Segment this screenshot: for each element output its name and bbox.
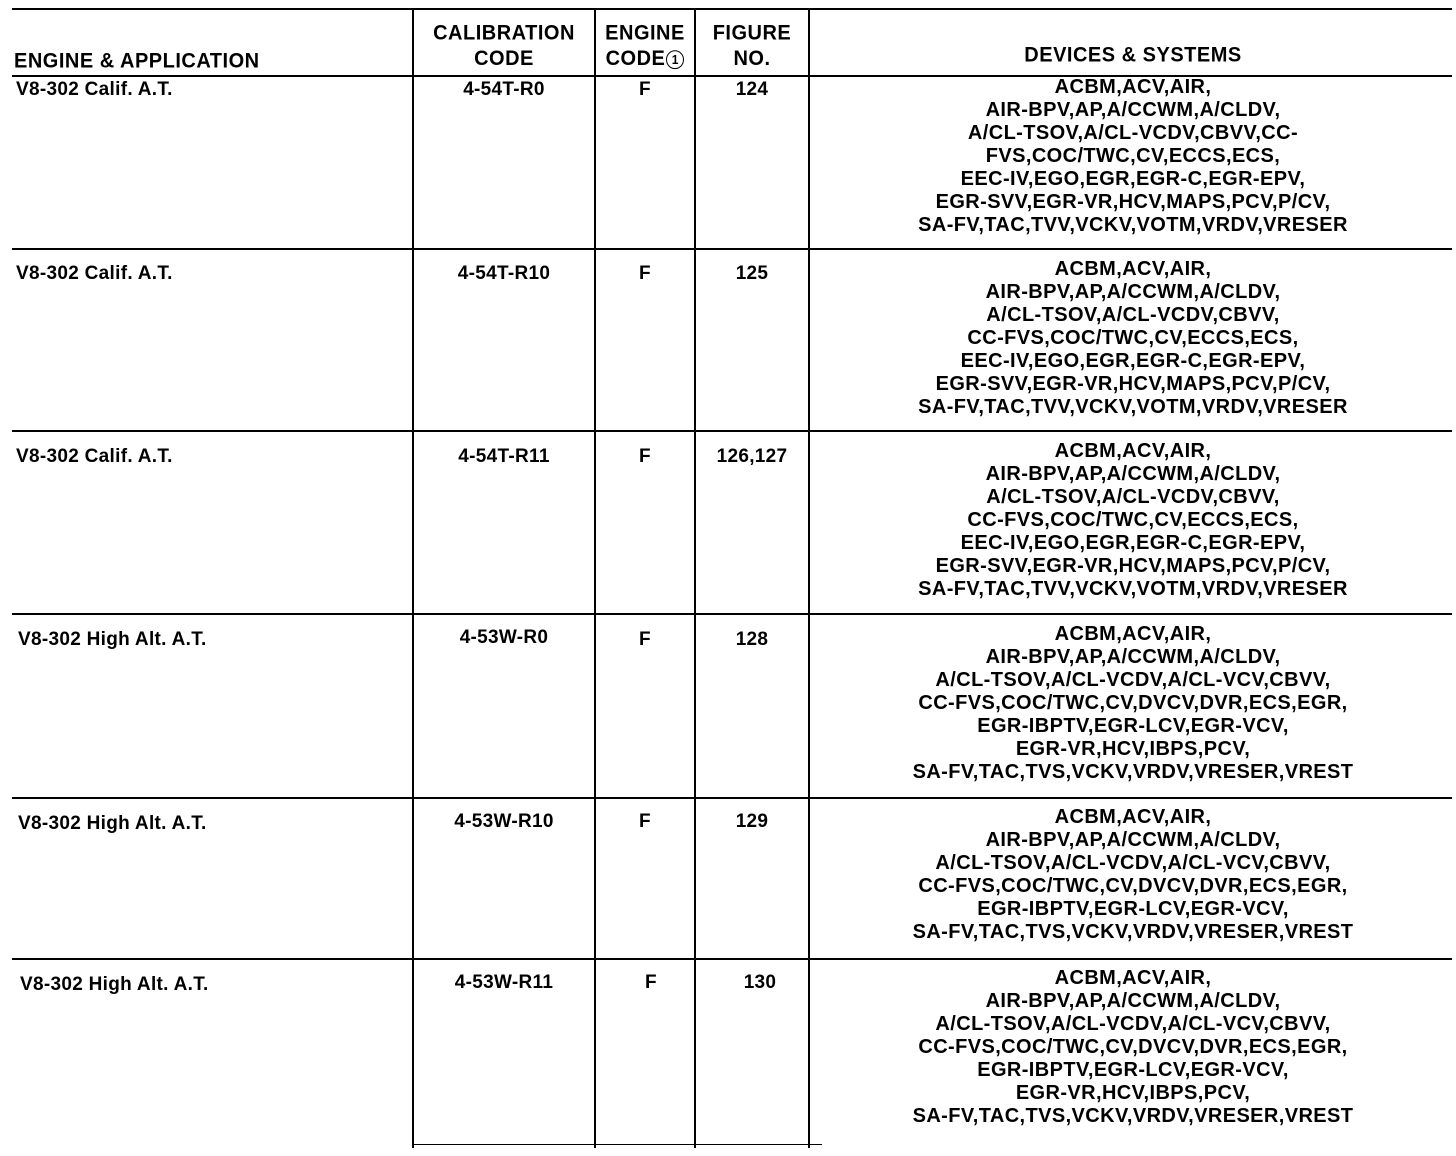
device-line: SA-FV,TAC,TVV,VCKV,VOTM,VRDV,VRESER: [918, 214, 1348, 236]
device-line: AIR-BPV,AP,A/CCWM,A/CLDV,: [985, 646, 1281, 668]
device-line: SA-FV,TAC,TVS,VCKV,VRDV,VRESER,VREST: [912, 921, 1354, 943]
row-separator: [12, 248, 1452, 250]
device-line: ACBM,ACV,AIR,: [1054, 806, 1212, 828]
device-line: A/CL-TSOV,A/CL-VCDV,A/CL-VCV,CBVV,: [935, 669, 1331, 691]
device-line: ACBM,ACV,AIR,: [1054, 623, 1212, 645]
row-4-engine-application: V8-302 High Alt. A.T.: [18, 629, 207, 650]
device-line: AIR-BPV,AP,A/CCWM,A/CLDV,: [985, 463, 1281, 485]
row-separator: [12, 613, 1452, 615]
footnote-circle-icon: 1: [666, 50, 684, 69]
row-4-calibration-code: 4-53W-R0: [459, 627, 549, 648]
row-separator: [12, 430, 1452, 432]
row-2-engine-application: V8-302 Calif. A.T.: [16, 263, 173, 284]
header-figure-line1: FIGURE: [712, 21, 792, 45]
row-4-engine-code: F: [639, 629, 651, 650]
row-1-engine-application: V8-302 Calif. A.T.: [16, 79, 173, 100]
device-line: EGR-VR,HCV,IBPS,PCV,: [1015, 738, 1251, 760]
device-line: SA-FV,TAC,TVS,VCKV,VRDV,VRESER,VREST: [912, 761, 1354, 783]
device-line: ACBM,ACV,AIR,: [1054, 440, 1212, 462]
header-engine-code: [596, 21, 694, 71]
device-line: ACBM,ACV,AIR,: [1054, 258, 1212, 280]
header-figure-line2: NO.: [733, 47, 771, 71]
row-6-engine-application: V8-302 High Alt. A.T.: [20, 974, 209, 995]
device-line: EGR-SVV,EGR-VR,HCV,MAPS,PCV,P/CV,: [935, 191, 1331, 213]
row-6-figure-no: 130: [743, 972, 777, 993]
device-line: SA-FV,TAC,TVV,VCKV,VOTM,VRDV,VRESER: [918, 578, 1348, 600]
device-line: CC-FVS,COC/TWC,CV,ECCS,ECS,: [967, 327, 1299, 349]
device-line: A/CL-TSOV,A/CL-VCDV,CBVV,CC-: [967, 122, 1299, 144]
row-5-engine-code: F: [639, 811, 651, 832]
device-line: CC-FVS,COC/TWC,CV,ECCS,ECS,: [967, 509, 1299, 531]
header-devices-systems: [810, 42, 1456, 67]
device-line: CC-FVS,COC/TWC,CV,DVCV,DVR,ECS,EGR,: [918, 692, 1348, 714]
row-3-engine-code: F: [639, 446, 651, 467]
row-2-devices: [810, 258, 1456, 419]
row-6-engine-code: F: [645, 972, 657, 993]
row-5-engine-application: V8-302 High Alt. A.T.: [18, 813, 207, 834]
device-line: ACBM,ACV,AIR,: [1054, 76, 1212, 98]
row-3-engine-application: V8-302 Calif. A.T.: [16, 446, 173, 467]
row-5-devices: [810, 806, 1456, 944]
row-2-engine-code: F: [639, 263, 651, 284]
device-line: A/CL-TSOV,A/CL-VCDV,CBVV,: [986, 304, 1280, 326]
header-engine-code-label: CODE: [605, 47, 666, 71]
device-line: EEC-IV,EGO,EGR,EGR-C,EGR-EPV,: [960, 168, 1306, 190]
header-calibration-line1: CALIBRATION: [433, 21, 575, 45]
row-separator: [12, 958, 1452, 960]
row-5-figure-no: 129: [735, 811, 769, 832]
row-3-devices: [810, 440, 1456, 601]
device-line: EGR-IBPTV,EGR-LCV,EGR-VCV,: [977, 898, 1289, 920]
row-4-devices: [810, 623, 1456, 784]
device-line: AIR-BPV,AP,A/CCWM,A/CLDV,: [985, 281, 1281, 303]
device-line: EGR-VR,HCV,IBPS,PCV,: [1015, 1082, 1251, 1104]
device-line: A/CL-TSOV,A/CL-VCDV,CBVV,: [986, 486, 1280, 508]
row-1-calibration-code: 4-54T-R0: [463, 79, 545, 100]
row-1-devices: [810, 76, 1456, 237]
device-line: FVS,COC/TWC,CV,ECCS,ECS,: [985, 145, 1281, 167]
device-line: AIR-BPV,AP,A/CCWM,A/CLDV,: [985, 99, 1281, 121]
device-line: SA-FV,TAC,TVS,VCKV,VRDV,VRESER,VREST: [912, 1105, 1354, 1127]
row-5-calibration-code: 4-53W-R10: [454, 811, 554, 832]
row-1-figure-no: 124: [735, 79, 769, 100]
device-line: EGR-IBPTV,EGR-LCV,EGR-VCV,: [977, 1059, 1289, 1081]
header-figure-no: [696, 21, 808, 71]
device-line: A/CL-TSOV,A/CL-VCDV,A/CL-VCV,CBVV,: [935, 852, 1331, 874]
device-line: EGR-SVV,EGR-VR,HCV,MAPS,PCV,P/CV,: [935, 373, 1331, 395]
device-line: EGR-IBPTV,EGR-LCV,EGR-VCV,: [977, 715, 1289, 737]
row-separator: [12, 797, 1452, 799]
header-calibration-code: [414, 21, 594, 71]
header-engine-code-line2: [596, 46, 694, 71]
row-6-calibration-code: 4-53W-R11: [454, 972, 554, 993]
row-6-devices: [810, 967, 1456, 1128]
row-2-calibration-code: 4-54T-R10: [457, 263, 551, 284]
row-3-figure-no: 126,127: [716, 446, 788, 467]
device-line: CC-FVS,COC/TWC,CV,DVCV,DVR,ECS,EGR,: [918, 875, 1348, 897]
header-engine-application: [14, 48, 304, 73]
table-top-border: [12, 8, 1452, 10]
device-line: EEC-IV,EGO,EGR,EGR-C,EGR-EPV,: [960, 532, 1306, 554]
device-line: ACBM,ACV,AIR,: [1054, 967, 1212, 989]
device-line: AIR-BPV,AP,A/CCWM,A/CLDV,: [985, 829, 1281, 851]
table-bottom-rule: [412, 1144, 822, 1145]
header-devices-systems-label: DEVICES & SYSTEMS: [1024, 43, 1242, 67]
device-line: AIR-BPV,AP,A/CCWM,A/CLDV,: [985, 990, 1281, 1012]
device-line: SA-FV,TAC,TVV,VCKV,VOTM,VRDV,VRESER: [918, 396, 1348, 418]
device-line: EGR-SVV,EGR-VR,HCV,MAPS,PCV,P/CV,: [935, 555, 1331, 577]
row-4-figure-no: 128: [735, 629, 769, 650]
header-calibration-line2: CODE: [474, 47, 534, 71]
device-line: EEC-IV,EGO,EGR,EGR-C,EGR-EPV,: [960, 350, 1306, 372]
row-2-figure-no: 125: [735, 263, 769, 284]
device-line: A/CL-TSOV,A/CL-VCDV,A/CL-VCV,CBVV,: [935, 1013, 1331, 1035]
device-line: CC-FVS,COC/TWC,CV,DVCV,DVR,ECS,EGR,: [918, 1036, 1348, 1058]
header-engine-code-line1: ENGINE: [605, 21, 685, 45]
row-1-engine-code: F: [639, 79, 651, 100]
row-3-calibration-code: 4-54T-R11: [458, 446, 550, 467]
header-engine-application-label: ENGINE & APPLICATION: [14, 49, 260, 73]
